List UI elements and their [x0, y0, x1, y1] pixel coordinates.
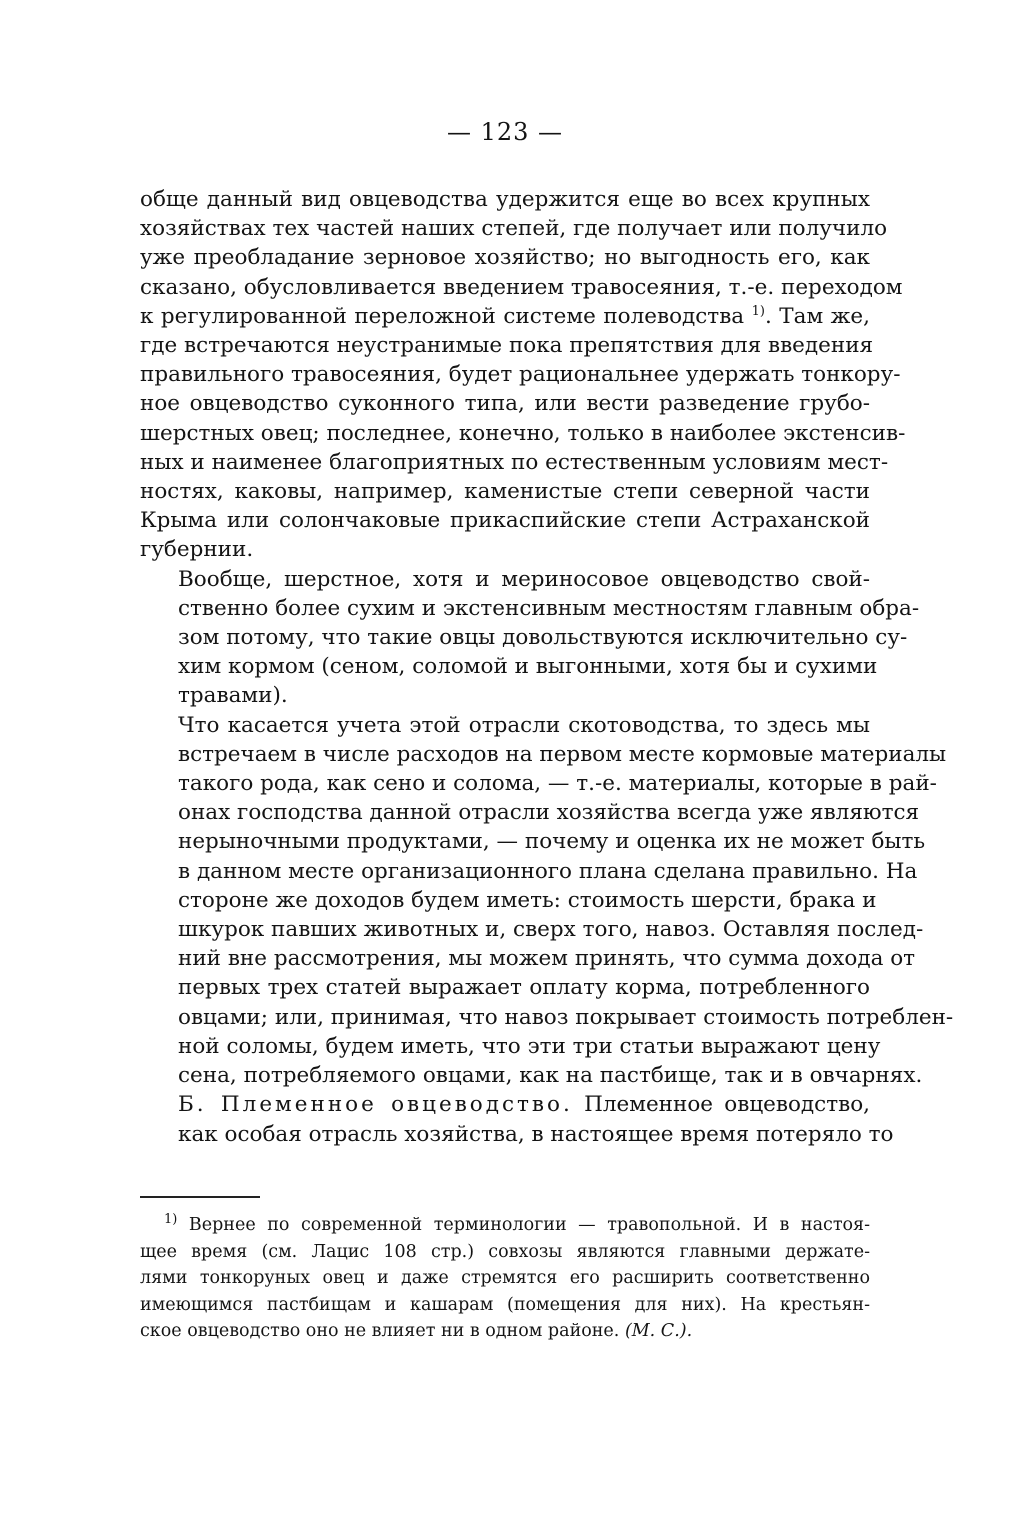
- footnote-line: имеющимся пастбищам и кашарам (помещения для них). На крестьян-: [140, 1294, 870, 1315]
- text-line: ной соломы, будем иметь, что эти три статьи выражают цену: [178, 1033, 881, 1059]
- text-line: как особая отрасль хозяйства, в настоящее время потеряло то: [178, 1121, 894, 1147]
- text-line: встречаем в числе расходов на первом месте кормовые материалы: [178, 741, 947, 767]
- footnote-signature: (М. С.).: [624, 1321, 693, 1341]
- footnote-line: [140, 1212, 870, 1239]
- text-line: такого рода, как сено и солома, — т.-е. материалы, которые в рай-: [178, 771, 937, 797]
- text-line: хозяйствах тех частей наших степей, где получает или получило: [140, 216, 888, 242]
- text-line: обще данный вид овцеводства удержится еще во всех крупных: [140, 187, 870, 212]
- text-line: сказано, обусловливается введением травосеяния, т.-е. переходом: [140, 274, 903, 300]
- text-line: Крыма или солончаковые прикаспийские степи Астраханской: [140, 508, 870, 534]
- footnote: [140, 1212, 870, 1345]
- footnote-marker: 1): [751, 303, 765, 319]
- text-segment: Племенное овцеводство,: [584, 1092, 870, 1118]
- paragraph-2: [140, 565, 920, 711]
- text-line: травами).: [178, 683, 288, 709]
- text-line: правильного травосеяния, будет рациональнее удержать тонкору-: [140, 362, 901, 388]
- text-line: где встречаются неустранимые пока препятствия для введения: [140, 333, 874, 359]
- text-segment: к регулированной переложной системе полеводства: [140, 303, 745, 329]
- page-number: — 123 —: [446, 118, 564, 146]
- section-heading: Б. Племенное овцеводство.: [178, 1092, 573, 1118]
- text-line: ностях, каковы, например, каменистые степи северной части: [140, 479, 870, 505]
- text-line: шерстных овец; последнее, конечно, только в наиболее экстенсив-: [140, 420, 906, 446]
- paragraph-4: [140, 1090, 894, 1148]
- text-line: нерыночными продуктами, — почему и оценка их не может быть: [178, 829, 926, 855]
- footnote-line: щее время (см. Лацис 108 стр.) совхозы являются главными держате-: [140, 1241, 870, 1262]
- main-text: [140, 185, 954, 1149]
- text-segment: ское овцеводство оно не влияет ни в одном районе.: [140, 1321, 620, 1341]
- text-line: губернии.: [140, 537, 254, 563]
- text-line: сена, потребляемого овцами, как на пастбище, так и в овчарнях.: [178, 1063, 923, 1089]
- text-segment: . Там же,: [764, 303, 870, 329]
- footnote-marker: 1): [164, 1212, 178, 1228]
- text-line: ственно более сухим и экстенсивным местностям главным обра-: [178, 595, 920, 621]
- text-line: шкурок павших животных и, сверх того, навоз. Оставляя послед-: [178, 917, 924, 943]
- text-line: овцами; или, принимая, что навоз покрывает стоимость потреблен-: [178, 1004, 954, 1030]
- text-line: [140, 1090, 870, 1119]
- text-line: хим кормом (сеном, соломой и выгонными, хотя бы и сухими: [178, 654, 878, 680]
- text-line: Вообще, шерстное, хотя и мериносовое овцеводство свой-: [178, 566, 870, 592]
- text-line: зом потому, что такие овцы довольствуются исключительно су-: [178, 625, 908, 651]
- text-segment: Вернее по современной терминологии — травопольной. И в настоя-: [188, 1215, 870, 1235]
- text-line: ний вне рассмотрения, мы можем принять, что сумма дохода от: [178, 946, 916, 972]
- text-line: в данном месте организационного плана сделана правильно. На: [178, 858, 918, 884]
- paragraph-1: [140, 185, 906, 565]
- text-line: стороне же доходов будем иметь: стоимость шерсти, брака и: [178, 887, 877, 913]
- footnote-line: [140, 1318, 870, 1345]
- text-line: уже преобладание зерновое хозяйство; но выгодность его, как: [140, 245, 870, 271]
- text-line: Что касается учета этой отрасли скотоводства, то здесь мы: [178, 712, 870, 738]
- text-line: онах господства данной отрасли хозяйства всегда уже являются: [178, 800, 920, 826]
- footnote-divider: [140, 1196, 260, 1198]
- text-line: первых трех статей выражает оплату корма, потребленного: [178, 975, 870, 1001]
- text-line: ное овцеводство суконного типа, или вести разведение грубо-: [140, 391, 870, 417]
- text-line: [140, 302, 870, 331]
- text-line: ных и наименее благоприятных по естественным условиям мест-: [140, 449, 889, 475]
- paragraph-3: [140, 711, 954, 1091]
- footnote-line: лями тонкоруных овец и даже стремятся его расширить соответственно: [140, 1268, 870, 1288]
